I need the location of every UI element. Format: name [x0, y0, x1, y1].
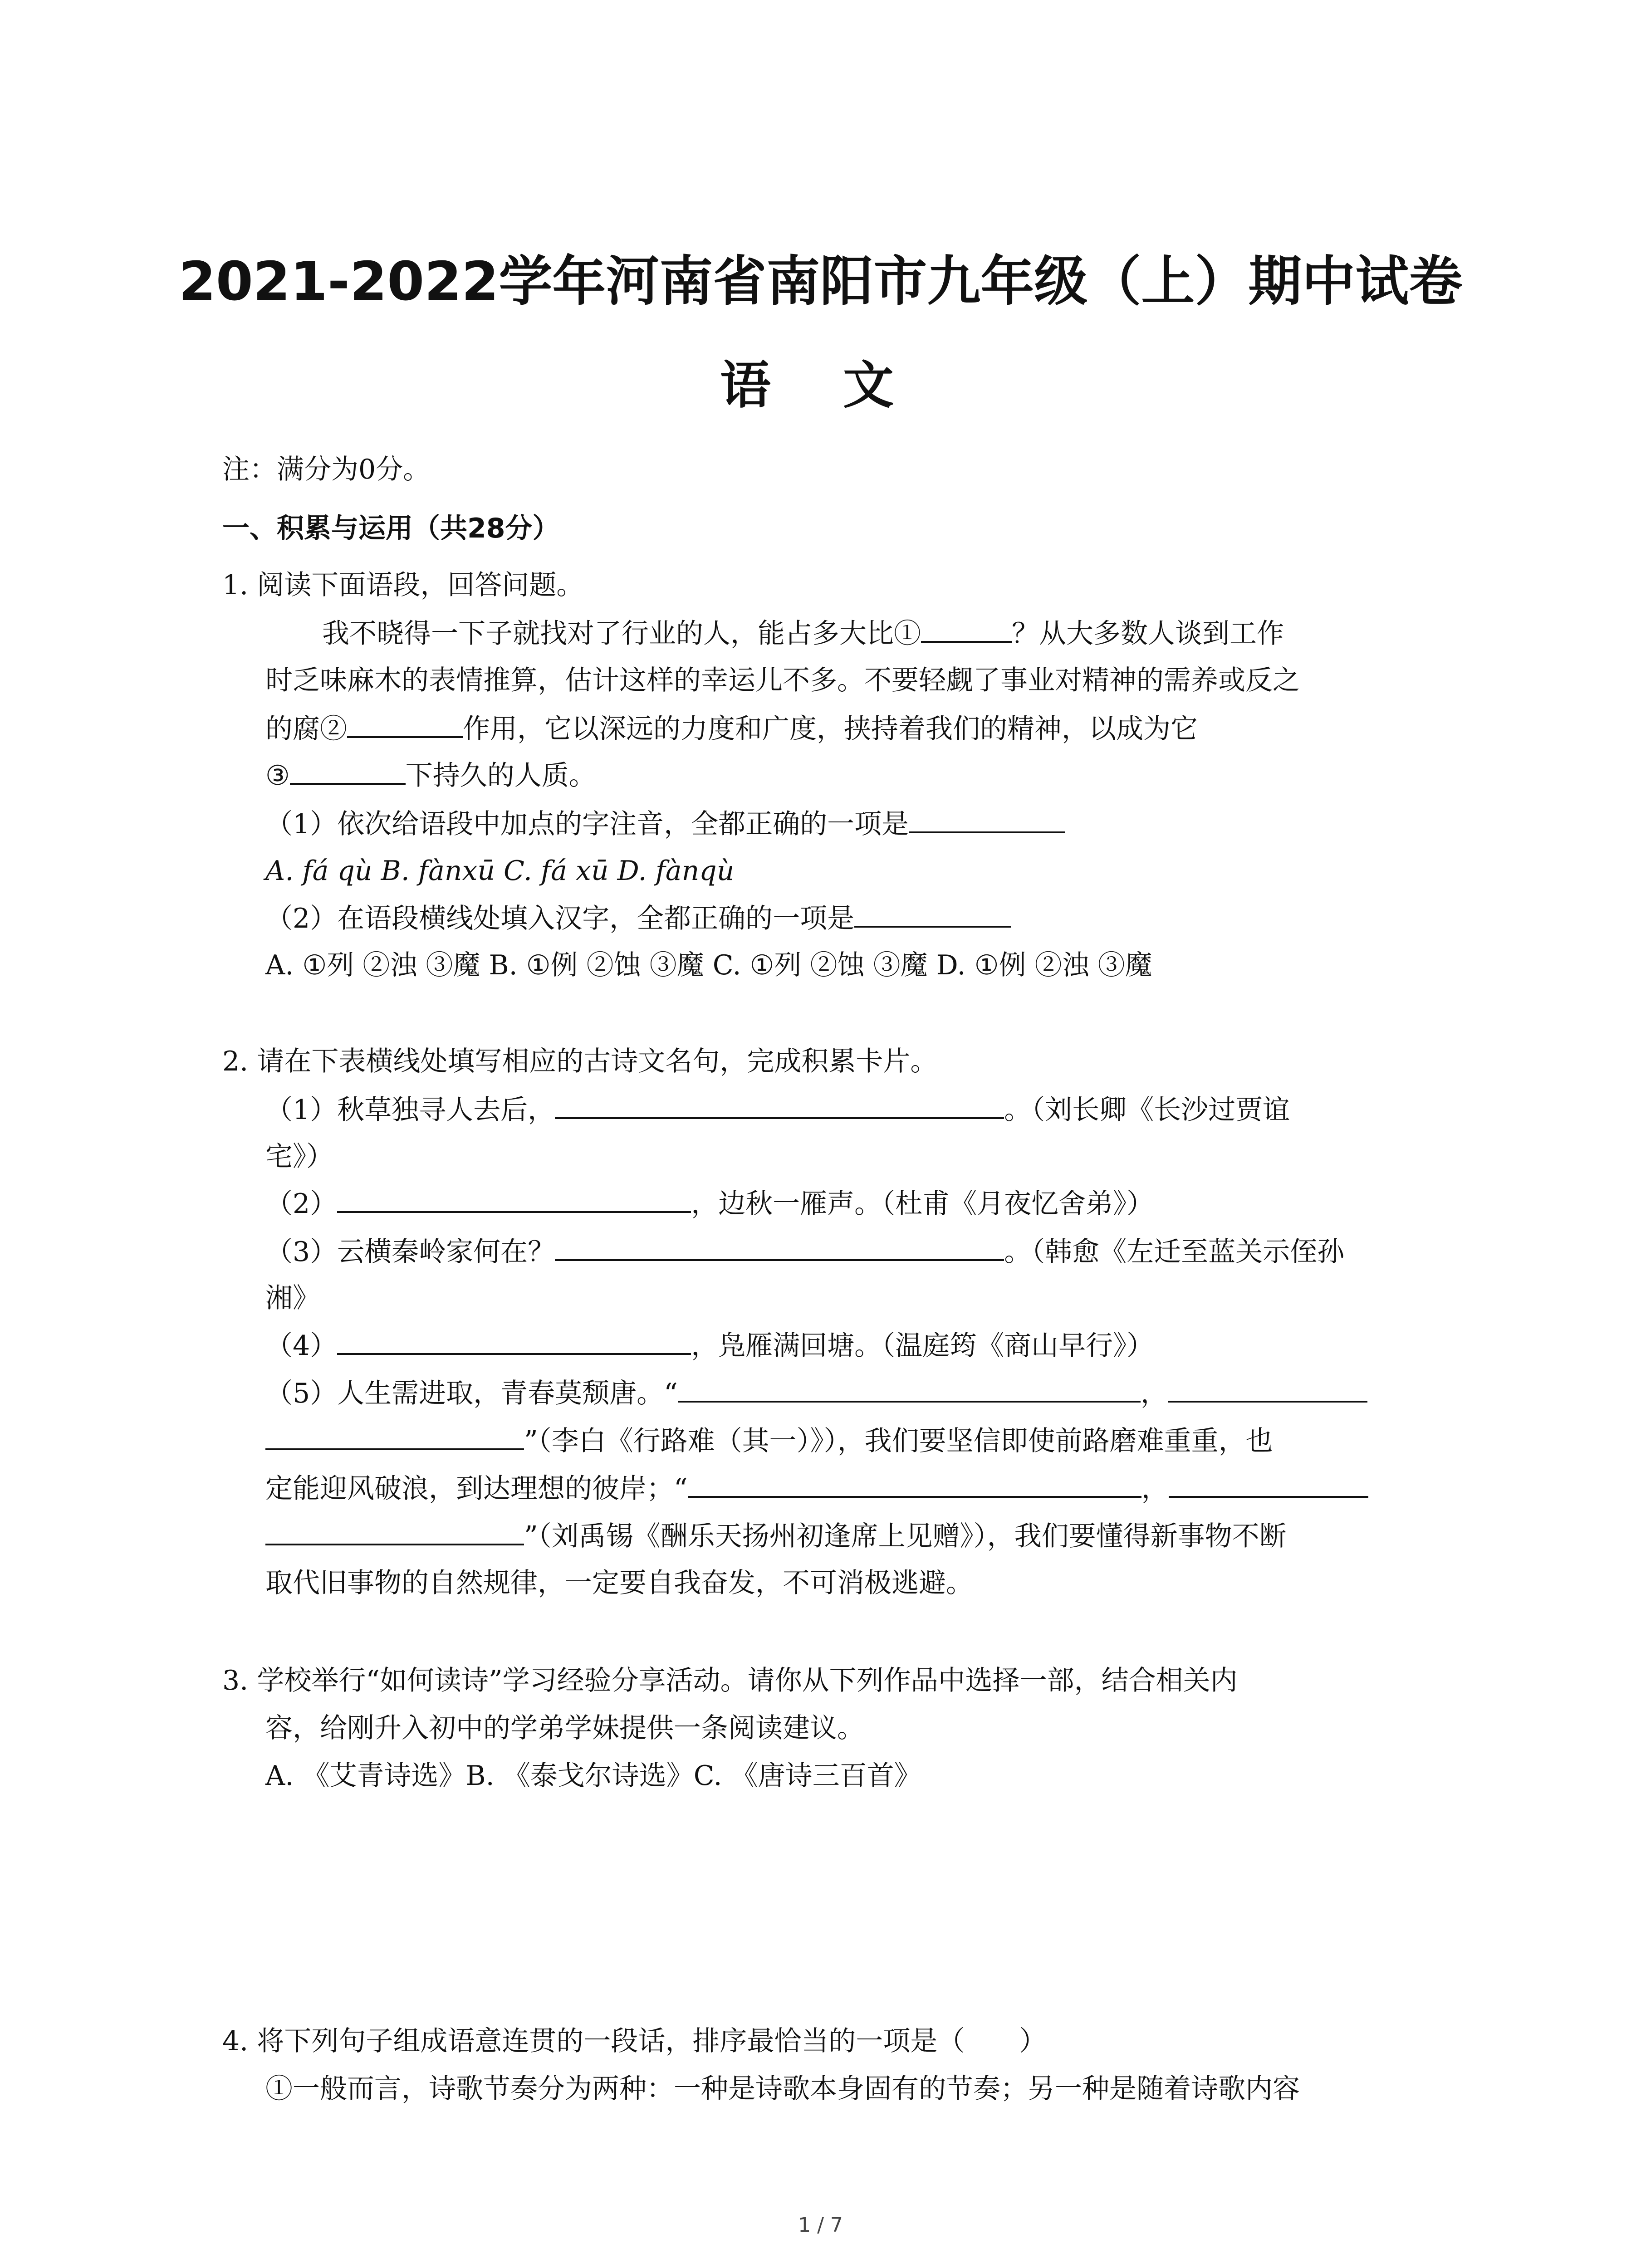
q1-para-line: [265, 757, 596, 794]
q1-para-text: ③: [265, 760, 290, 792]
q1-para-line: 时乏味麻木的表情推算，估计这样的幸运儿不多。不要轻觑了事业对精神的需养或反之: [265, 665, 1300, 696]
score-note: 注：满分为0分。: [222, 454, 431, 485]
q2-item-text: 。（刘长卿《长沙过贾谊: [1004, 1094, 1290, 1126]
blank-line[interactable]: [265, 1422, 524, 1450]
q2-item-text: ”（刘禹锡《酬乐天扬州初逢席上见赠》），我们要懂得新事物不断: [524, 1520, 1287, 1552]
q1-para-text: 我不晓得一下子就找对了行业的人，能占多大比①: [322, 618, 921, 650]
q2-item-text: ”（李白《行路难（其一）》），我们要坚信即使前路磨难重重，也: [524, 1425, 1273, 1457]
q1-para-text: 作用，它以深远的力度和广度，挟持着我们的精神，以成为它: [463, 713, 1198, 745]
answer-blank[interactable]: [854, 899, 1011, 928]
blank-line[interactable]: [555, 1233, 1004, 1261]
q3-stem: 容，给刚升入初中的学弟学妹提供一条阅读建议。: [265, 1712, 864, 1744]
q3-stem: 3. 学校举行“如何读诗”学习经验分享活动。请你从下列作品中选择一部，结合相关内: [222, 1665, 1238, 1696]
q1-sub1: [265, 805, 1065, 842]
q2-item: [265, 1517, 1287, 1554]
blank-line[interactable]: [337, 1185, 691, 1213]
q2-item-text: （4）: [265, 1330, 338, 1362]
blank-line[interactable]: [921, 615, 1012, 643]
blank-line[interactable]: [555, 1091, 1004, 1119]
q1-para-line: [322, 615, 1284, 652]
blank-line[interactable]: [1169, 1470, 1368, 1498]
answer-blank[interactable]: [909, 805, 1065, 833]
q2-item: 取代旧事物的自然规律，一定要自我奋发，不可消极逃避。: [265, 1567, 973, 1599]
blank-line[interactable]: [337, 1327, 691, 1355]
q4-sentence: ①一般而言，诗歌节奏分为两种：一种是诗歌本身固有的节奏；另一种是随着诗歌内容: [265, 2073, 1300, 2105]
q1-para-text: ？从大多数人谈到工作: [1012, 618, 1284, 650]
q1-sub2-options: A. ①列 ②浊 ③魔 B. ①例 ②蚀 ③魔 C. ①列 ②蚀 ③魔 D. ①例 ②浊 ③魔: [265, 949, 1152, 981]
blank-line[interactable]: [1168, 1374, 1367, 1403]
q2-item: [265, 1374, 1367, 1412]
q1-para-text: 下持久的人质。: [405, 760, 596, 792]
exam-title: 2021-2022学年河南省南阳市九年级（上）期中试卷: [178, 250, 1463, 313]
subject-title: 语 文: [720, 356, 921, 415]
page-number: 1 / 7: [798, 2214, 843, 2237]
q1-sub2-text: （2）在语段横线处填入汉字，全都正确的一项是: [265, 903, 855, 934]
q1-stem: 1. 阅读下面语段，回答问题。: [222, 569, 584, 601]
q3-options: A. 《艾青诗选》B. 《泰戈尔诗选》C. 《唐诗三百首》: [265, 1760, 921, 1792]
q1-para-text: 的腐②: [265, 713, 347, 745]
q2-stem: 2. 请在下表横线处填写相应的古诗文名句，完成积累卡片。: [222, 1046, 938, 1077]
q2-item-text: （3）云横秦岭家何在？: [265, 1236, 555, 1268]
q2-item-text: （5）人生需进取，青春莫颓唐。“: [265, 1378, 678, 1409]
blank-line[interactable]: [688, 1470, 1141, 1498]
q2-item: 宅》）: [265, 1141, 333, 1173]
q2-item-text: ，: [1140, 1378, 1168, 1409]
q1-para-line: [265, 710, 1198, 747]
q2-item-text: （1）秋草独寻人去后，: [265, 1094, 555, 1126]
q1-sub1-text: （1）依次给语段中加点的字注音，全都正确的一项是: [265, 808, 909, 840]
q2-item: [265, 1185, 1154, 1222]
blank-line[interactable]: [347, 710, 463, 738]
q2-item-text: 定能迎风破浪，到达理想的彼岸；“: [265, 1473, 688, 1505]
blank-line[interactable]: [290, 757, 406, 785]
q2-item: [265, 1422, 1273, 1459]
q2-item: 湘》: [265, 1282, 320, 1314]
section-heading: 一、积累与运用（共28分）: [222, 513, 560, 544]
q2-item-text: ，: [1141, 1473, 1169, 1505]
q4-stem: 4. 将下列句子组成语意连贯的一段话，排序最恰当的一项是（ ）: [222, 2025, 1047, 2057]
q2-item: [265, 1091, 1290, 1128]
q2-item: [265, 1233, 1344, 1270]
q1-sub2: [265, 899, 1011, 937]
q2-item: [265, 1327, 1154, 1364]
blank-line[interactable]: [678, 1374, 1141, 1403]
q2-item-text: ，凫雁满回塘。（温庭筠《商山早行》）: [691, 1330, 1154, 1362]
q2-item-text: 。（韩愈《左迁至蓝关示侄孙: [1004, 1236, 1345, 1268]
q1-sub1-options: A. fá qù B. fànxū C. fá xū D. fànqù: [265, 855, 735, 887]
q2-item: [265, 1470, 1368, 1507]
blank-line[interactable]: [265, 1517, 524, 1545]
q2-item-text: ，边秋一雁声。（杜甫《月夜忆舍弟》）: [691, 1188, 1154, 1220]
q2-item-text: （2）: [265, 1188, 338, 1220]
